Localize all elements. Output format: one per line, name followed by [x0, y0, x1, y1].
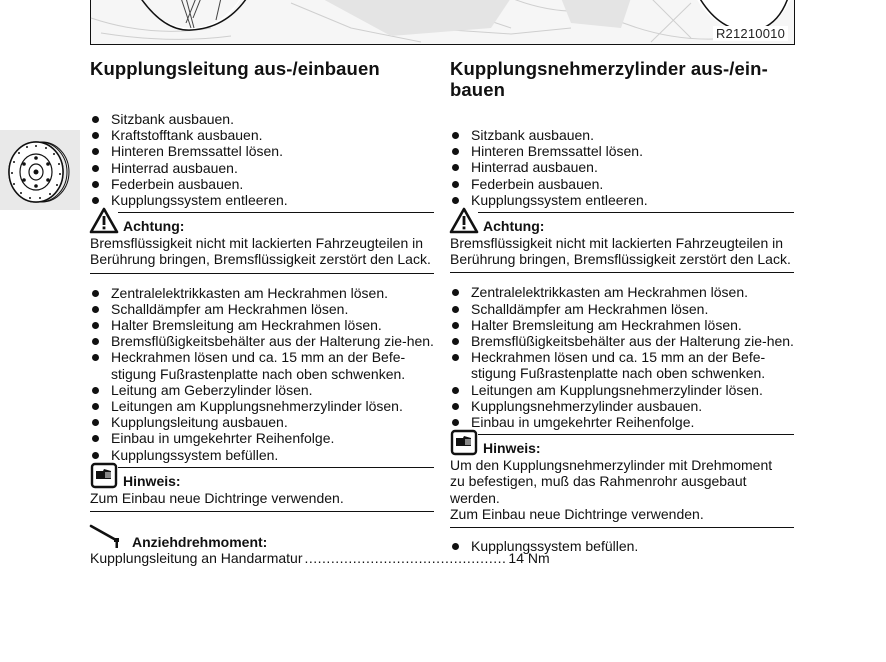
bullet-icon [92, 338, 99, 345]
steps-list [90, 285, 434, 463]
caution-label: Achtung: [483, 218, 545, 235]
torque-item: Kupplungsleitung an Handarmatur [90, 550, 303, 567]
list-item: Kupplungsnehmerzylinder ausbauen. [450, 398, 794, 414]
bullet-icon [92, 148, 99, 155]
bullet-icon [452, 387, 459, 394]
list-item: Einbau in umgekehrter Reihenfolge. [90, 430, 434, 446]
bullet-icon [92, 403, 99, 410]
bullet-icon [452, 181, 459, 188]
bullet-icon [92, 322, 99, 329]
list-item: Einbau in umgekehrter Reihenfolge. [450, 414, 794, 430]
list-item: Leitungen am Kupplungsnehmerzylinder lösen. [450, 382, 794, 398]
bullet-icon [92, 290, 99, 297]
bullet-icon [452, 338, 459, 345]
section-title: Kupplungsleitung aus-/einbauen [90, 58, 380, 79]
bullet-icon [92, 419, 99, 426]
warning-triangle-icon [90, 207, 120, 235]
list-item: Schalldämpfer am Heckrahmen lösen. [90, 301, 434, 317]
bullet-icon [92, 306, 99, 313]
bullet-icon [92, 116, 99, 123]
list-item: Leitung am Geberzylinder lösen. [90, 382, 434, 398]
bullet-icon [92, 197, 99, 204]
pointing-hand-note-icon [450, 429, 480, 457]
note-text: Zum Einbau neue Dichtringe verwenden. [90, 489, 344, 506]
list-item: Heckrahmen lösen und ca. 15 mm an der Befe-stigung Fußrastenplatte nach oben schwenken. [90, 349, 434, 381]
leader-dots: .............................................. [304, 550, 507, 567]
list-item: Zentralelektrikkasten am Heckrahmen lösen. [90, 285, 434, 301]
note-label: Hinweis: [123, 472, 181, 489]
bullet-icon [92, 452, 99, 459]
bullet-icon [92, 181, 99, 188]
list-item: Hinterrad ausbauen. [90, 160, 434, 176]
list-item: Hinterrad ausbauen. [450, 159, 794, 175]
steps-list [450, 127, 794, 208]
list-item: Hinteren Bremssattel lösen. [90, 143, 434, 159]
figure-reference-id: R21210010 [713, 26, 788, 41]
list-item: Kupplungssystem befüllen. [90, 447, 434, 463]
brake-disc-icon [4, 136, 74, 206]
illustration-figure [90, 0, 795, 45]
bullet-icon [452, 197, 459, 204]
bullet-icon [452, 403, 459, 410]
list-item: Kupplungsleitung ausbauen. [90, 414, 434, 430]
bullet-icon [452, 543, 459, 550]
list-item: Hinteren Bremssattel lösen. [450, 143, 794, 159]
torque-wrench-icon [90, 524, 126, 550]
list-item: Halter Bremsleitung am Heckrahmen lösen. [450, 317, 794, 333]
bullet-icon [452, 322, 459, 329]
caution-box [450, 212, 794, 273]
note-label: Hinweis: [483, 440, 541, 457]
bullet-icon [452, 132, 459, 139]
list-item: Federbein ausbauen. [450, 176, 794, 192]
bullet-icon [452, 289, 459, 296]
steps-list [90, 111, 434, 208]
caution-text: Bremsflüssigkeit nicht mit lackierten Fahrzeugteilen in Berührung bringen, Bremsflüssigkeit zerstört den Lack. [450, 235, 791, 268]
list-item: Kupplungssystem entleeren. [90, 192, 434, 208]
section-title: Kupplungsnehmerzylinder aus-/ein- bauen [450, 58, 768, 100]
torque-spec [90, 524, 550, 567]
pointing-hand-note-icon [90, 462, 120, 490]
list-item: Sitzbank ausbauen. [450, 127, 794, 143]
list-item: Heckrahmen lösen und ca. 15 mm an der Befe-stigung Fußrastenplatte nach oben schwenken. [450, 349, 794, 381]
bullet-icon [92, 387, 99, 394]
warning-triangle-icon [450, 207, 480, 235]
list-item: Kupplungssystem entleeren. [450, 192, 794, 208]
caution-box [90, 212, 434, 273]
bullet-icon [452, 164, 459, 171]
bullet-icon [92, 354, 99, 361]
list-item: Federbein ausbauen. [90, 176, 434, 192]
torque-value: 14 Nm [508, 550, 550, 567]
note-text: Um den Kupplungsnehmerzylinder mit Drehmoment zu befestigen, muß das Rahmenrohr ausgebaut werden. Zum Einbau neue Dichtringe verwenden. [450, 457, 773, 522]
list-item: Bremsflüßigkeitsbehälter aus der Halterung zie-hen. [90, 333, 434, 349]
bullet-icon [92, 165, 99, 172]
motorcycle-illustration [91, 0, 794, 44]
bullet-icon [92, 435, 99, 442]
bullet-icon [452, 419, 459, 426]
section-thumb-tab [0, 130, 80, 210]
bullet-icon [92, 132, 99, 139]
torque-label: Anziehdrehmoment: [132, 534, 268, 551]
list-item: Kraftstofftank ausbauen. [90, 127, 434, 143]
section-clutch-line [90, 58, 550, 567]
bullet-icon [452, 354, 459, 361]
bullet-icon [452, 306, 459, 313]
steps-list [450, 284, 794, 430]
bullet-icon [452, 148, 459, 155]
list-item: Halter Bremsleitung am Heckrahmen lösen. [90, 317, 434, 333]
note-box [90, 467, 434, 512]
caution-text: Bremsflüssigkeit nicht mit lackierten Fahrzeugteilen in Berührung bringen, Bremsflüssigkeit zerstört den Lack. [90, 235, 431, 268]
list-item: Kupplungssystem befüllen. [450, 538, 794, 554]
caution-label: Achtung: [123, 218, 185, 235]
list-item: Sitzbank ausbauen. [90, 111, 434, 127]
list-item: Bremsflüßigkeitsbehälter aus der Halterung zie-hen. [450, 333, 794, 349]
steps-list [450, 538, 794, 554]
list-item: Schalldämpfer am Heckrahmen lösen. [450, 301, 794, 317]
list-item: Leitungen am Kupplungsnehmerzylinder lösen. [90, 398, 434, 414]
note-box [450, 434, 794, 528]
torque-row [90, 550, 550, 567]
section-clutch-slave-cylinder [450, 58, 794, 554]
list-item: Zentralelektrikkasten am Heckrahmen lösen. [450, 284, 794, 300]
